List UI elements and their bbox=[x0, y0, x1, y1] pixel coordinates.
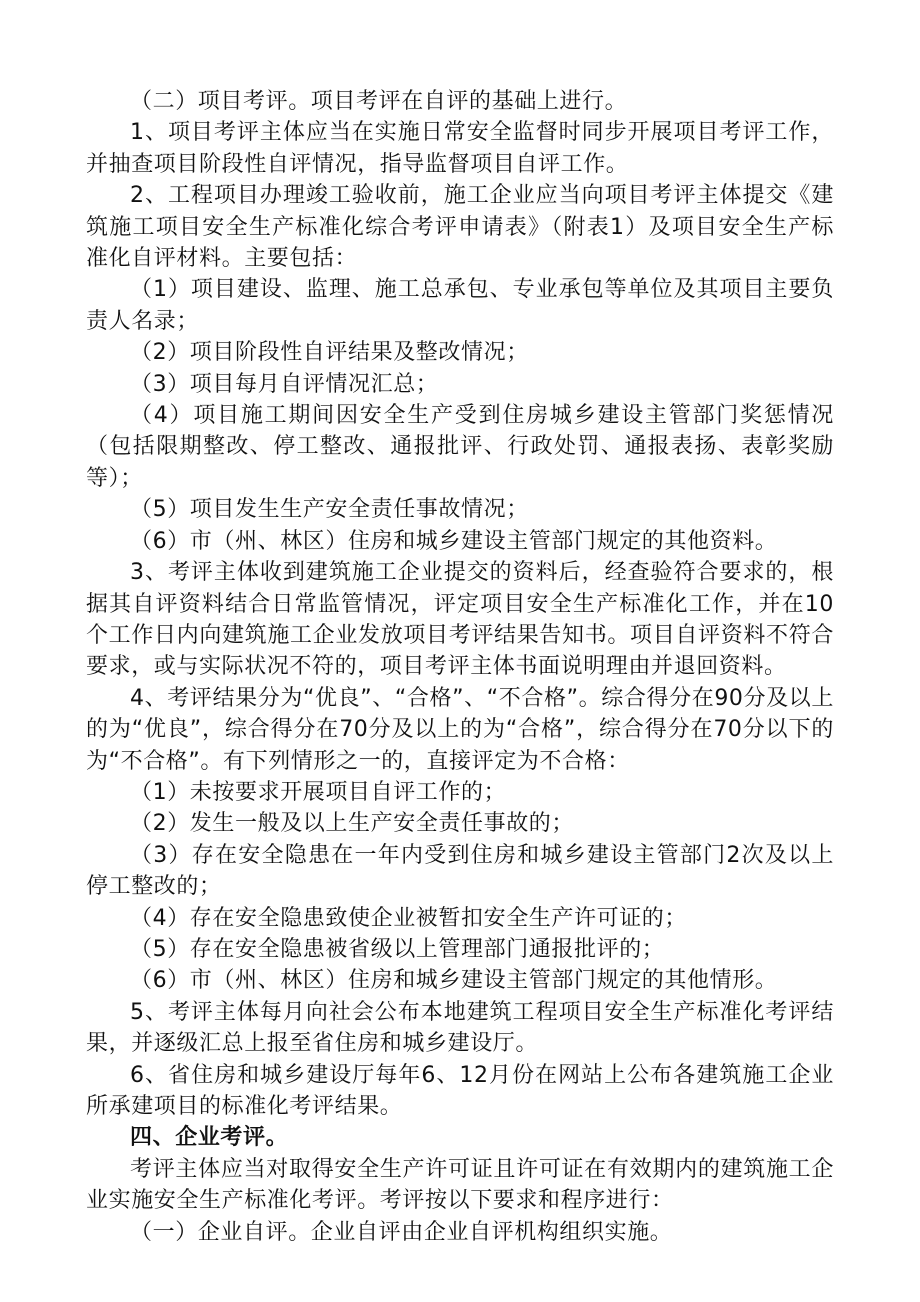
paragraph-22: （一）企业自评。企业自评由企业自评机构组织实施。 bbox=[130, 1219, 673, 1245]
paragraph-14: （3）存在安全隐患在一年内受到住房和城乡建设主管部门2次及以上停工整改的； bbox=[86, 842, 834, 900]
paragraph-11: 4、考评结果分为“优良”、“合格”、“不合格”。综合得分在90分及以上的为“优良”，综合得分在70分及以上的为“合格”，综合得分在70分以下的为“不合格”。有下列情形之一的，直接评定为不合格： bbox=[86, 685, 834, 774]
paragraph-6: （3）项目每月自评情况汇总； bbox=[130, 371, 439, 397]
paragraph-1: （二）项目考评。项目考评在自评的基础上进行。 bbox=[130, 89, 628, 114]
paragraph-7: （4）项目施工期间因安全生产受到住房城乡建设主管部门奖惩情况（包括限期整改、停工整改、通报批评、行政处罚、通报表扬、表彰奖励等）； bbox=[86, 403, 834, 491]
paragraph-16: （5）存在安全隐患被省级以上管理部门通报批评的； bbox=[130, 936, 665, 962]
paragraph-3: 2、工程项目办理竣工验收前，施工企业应当向项目考评主体提交《建筑施工项目安全生产标准化综合考评申请表》（附表1）及项目安全生产标准化自评材料。主要包括： bbox=[86, 183, 834, 272]
paragraph-19: 6、省住房和城乡建设厅每年6、12月份在网站上公布各建筑施工企业所承建项目的标准化考评结果。 bbox=[86, 1062, 834, 1119]
paragraph-9: （6）市（州、林区）住房和城乡建设主管部门规定的其他资料。 bbox=[130, 528, 778, 554]
paragraph-4: （1）项目建设、监理、施工总承包、专业承包等单位及其项目主要负责人名录； bbox=[86, 277, 834, 334]
paragraph-8: （5）项目发生生产安全责任事故情况； bbox=[130, 497, 529, 523]
paragraph-15: （4）存在安全隐患致使企业被暂扣安全生产许可证的； bbox=[130, 905, 687, 931]
paragraph-12: （1）未按要求开展项目自评工作的； bbox=[130, 779, 507, 805]
paragraph-21: 考评主体应当对取得安全生产许可证且许可证在有效期内的建筑施工企业实施安全生产标准化考评。考评按以下要求和程序进行： bbox=[86, 1156, 834, 1214]
paragraph-18: 5、考评主体每月向社会公布本地建筑工程项目安全生产标准化考评结果，并逐级汇总上报至省住房和城乡建设厅。 bbox=[86, 999, 834, 1057]
document-page bbox=[86, 86, 834, 1248]
paragraph-13: （2）发生一般及以上生产安全责任事故的； bbox=[130, 811, 574, 837]
paragraph-10: 3、考评主体收到建筑施工企业提交的资料后，经查验符合要求的，根据其自评资料结合日常监管情况，评定项目安全生产标准化工作，并在10个工作日内向建筑施工企业发放项目考评结果告知书。项目自评资料不符合要求，或与实际状况不符的，项目考评主体书面说明理由并退回资料。 bbox=[86, 560, 834, 680]
paragraph-17: （6）市（州、林区）住房和城乡建设主管部门规定的其他情形。 bbox=[130, 968, 778, 994]
section-heading: 四、企业考评。 bbox=[130, 1125, 289, 1151]
paragraph-5: （2）项目阶段性自评结果及整改情况； bbox=[130, 340, 529, 366]
paragraph-2: 1、项目考评主体应当在实施日常安全监督时同步开展项目考评工作，并抽查项目阶段性自评情况，指导监督项目自评工作。 bbox=[86, 120, 834, 177]
